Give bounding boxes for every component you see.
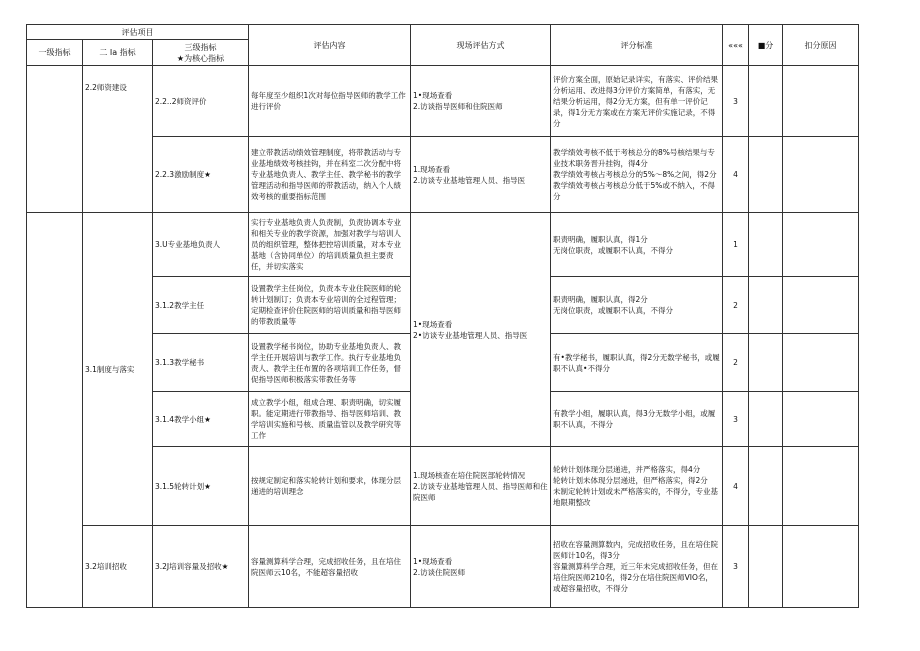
standard-cell: 职责明确，履职认真，得2分 无岗位职责，或履职不认真，不得分	[551, 277, 723, 334]
level3-cell: 3.1.5轮转计划★	[153, 447, 249, 526]
score-cell[interactable]	[749, 277, 783, 334]
content-header: 评估内容	[249, 25, 411, 66]
weight-cell: 4	[723, 137, 749, 213]
level1-cell	[27, 66, 83, 213]
table-row	[27, 526, 859, 608]
level2-cell: 3.1制度与落实	[83, 213, 153, 526]
weight-cell: 3	[723, 392, 749, 447]
weight-cell: 3	[723, 526, 749, 608]
weight-header: «««	[723, 25, 749, 66]
standard-header: 评分标准	[551, 25, 723, 66]
deduct-reason-cell[interactable]	[783, 447, 859, 526]
content-cell: 建立带教活动绩效管理制度，将带教活动与专业基地绩效考核挂钩，并在科室二次分配中将专业基地负责人、教学主任、教学秘书的教学管理活动和指导医师的带教活动，纳入个人绩效考核的重要指标范围	[249, 137, 411, 213]
method-cell: 1•现场查看 2.访谈指导医师和住院医师	[411, 66, 551, 137]
level3-cell: 3.U专业基地负责人	[153, 213, 249, 277]
method-cell: 1•现场查看 2•访谈专业基地管理人员、指导医	[411, 213, 551, 447]
level3-cell: 3.1.3教学秘书	[153, 334, 249, 392]
score-cell[interactable]	[749, 66, 783, 137]
deduct-reason-cell[interactable]	[783, 277, 859, 334]
level1-cell	[27, 213, 83, 608]
level2-cell: 2.2师资建设	[83, 66, 153, 213]
content-cell: 按规定制定和落实轮转计划和要求，体现分层递进的培训理念	[249, 447, 411, 526]
score-cell[interactable]	[749, 334, 783, 392]
weight-cell: 1	[723, 213, 749, 277]
table-row	[27, 213, 859, 277]
level3-cell: 3.1.2教学主任	[153, 277, 249, 334]
score-cell[interactable]	[749, 392, 783, 447]
content-cell: 设置教学秘书岗位，协助专业基地负责人、教学主任开展培训与教学工作。执行专业基地负责人、教学主任布置的各项培训工作任务，督促指导医师积极落实带教任务等	[249, 334, 411, 392]
weight-cell: 3	[723, 66, 749, 137]
standard-cell: 轮转计划体现分层递进，并严格落实，得4分 轮转计划未体现分层递进，但严格落实，得2分 未制定轮转计划或未严格落实的，不得分，专业基地限期整改	[551, 447, 723, 526]
assessment-table	[26, 24, 859, 608]
table-row	[27, 66, 859, 137]
standard-cell: 职责明确，履职认真，得1分 无岗位职责，或履职不认真，不得分	[551, 213, 723, 277]
score-cell[interactable]	[749, 213, 783, 277]
deduct-reason-header: 扣分原因	[783, 25, 859, 66]
score-header: ■分	[749, 25, 783, 66]
level3-cell: 2.2.3激励制度★	[153, 137, 249, 213]
level1-header: 一级指标	[27, 40, 83, 66]
weight-cell: 4	[723, 447, 749, 526]
content-cell: 成立教学小组，组成合理、职责明确，切实履职。能定期进行带教指导、指导医师培训、教学培训实施和号核、质量监管以及教学研究等工作	[249, 392, 411, 447]
standard-cell: 评价方案全面，原始记录详实，有落实、评价结果分析运用、改进得3分评价方案简单，有落实，无结果分析运用，得2分无方案，但有单一评价记录，得1分无方案或在方案无评价实施记录，不得分	[551, 66, 723, 137]
weight-cell: 2	[723, 277, 749, 334]
assessment-item-header: 评估项目	[27, 25, 249, 40]
level2-cell: 3.2培训招收	[83, 526, 153, 608]
content-cell: 设置教学主任岗位，负责本专业住院医师的轮转计划制订；负责本专业培训的全过程管理；定期检查评价住院医师的培训质量和指导医师的带教质量等	[249, 277, 411, 334]
score-cell[interactable]	[749, 447, 783, 526]
method-header: 现场评估方式	[411, 25, 551, 66]
deduct-reason-cell[interactable]	[783, 392, 859, 447]
deduct-reason-cell[interactable]	[783, 213, 859, 277]
score-cell[interactable]	[749, 137, 783, 213]
level2-header: 二 Ia 指标	[83, 40, 153, 66]
standard-cell: 招收在容量测算数内，完成招收任务，且在培住院医师计10名，得3分 容量测算科学合理，近三年未完成招收任务，但在培住院医师210名，得2分在培住院医师VIO名，或超容量招收，不得分	[551, 526, 723, 608]
deduct-reason-cell[interactable]	[783, 526, 859, 608]
standard-cell: 有教学小组，履职认真，得3分无数学小组，或履职不认真，不得分	[551, 392, 723, 447]
method-cell: 1•现场查看 2.访谈住院医师	[411, 526, 551, 608]
method-cell: 1.现场查看 2.访谈专业基地管理人员、指导医	[411, 137, 551, 213]
deduct-reason-cell[interactable]	[783, 334, 859, 392]
weight-cell: 2	[723, 334, 749, 392]
level3-cell: 2.2..2师资评价	[153, 66, 249, 137]
content-cell: 实行专业基地负责人负责制，负责协调本专业和相关专业的教学资源，加强对教学与培训人员的组织管理，整体把控培训质量，对本专业基地（含协同单位）的培训质量负担主要责任，并切实落实	[249, 213, 411, 277]
standard-cell: 有•教学秘书，履职认真，得2分无数学秘书，或履职不认真•不得分	[551, 334, 723, 392]
level3-header-line2: ★为核心指标	[176, 53, 225, 63]
standard-cell: 教学绩效考核不低于考核总分的8%号核结果与专业技术职务晋升挂钩，得4分 教学绩效考核占考核总分的5%～8%之间，得2分 教学绩效考核占考核总分低于5%或不纳入，不得分	[551, 137, 723, 213]
level3-header	[153, 40, 249, 66]
deduct-reason-cell[interactable]	[783, 66, 859, 137]
content-cell: 每年度至少组织1次对每位指导医师的教学工作进行评价	[249, 66, 411, 137]
deduct-reason-cell[interactable]	[783, 137, 859, 213]
method-cell: 1.现场核查在培住院医部轮转情况 2.访谈专业基地管理人员、指导医师和住院医师	[411, 447, 551, 526]
level3-header-line1: 三级指标	[184, 42, 217, 52]
level3-cell: 3.2J培训容量及招收★	[153, 526, 249, 608]
score-cell[interactable]	[749, 526, 783, 608]
level3-cell: 3.1.4教学小组★	[153, 392, 249, 447]
content-cell: 容量测算科学合理，完成招收任务，且在培住院医师云10名，不能超容量招收	[249, 526, 411, 608]
